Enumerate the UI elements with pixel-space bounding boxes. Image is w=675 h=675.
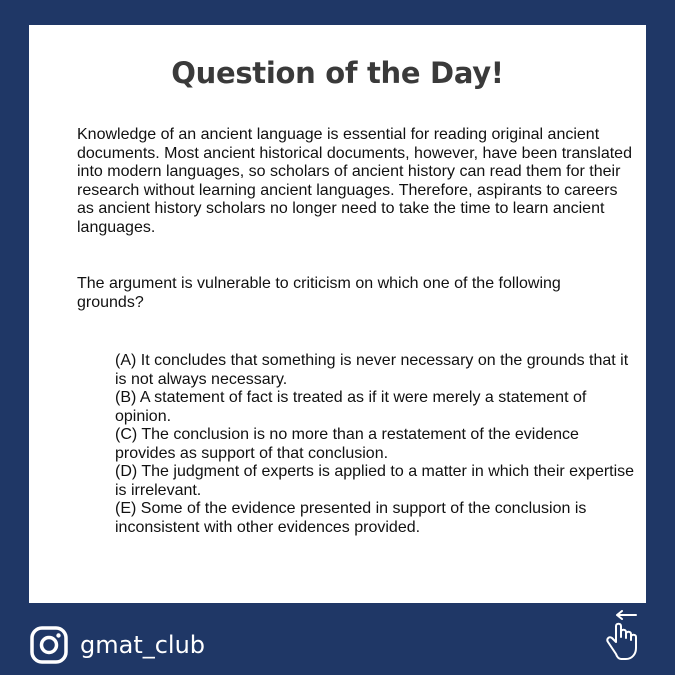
option-b[interactable]: (B) A statement of fact is treated as if it were merely a statement of opinion.	[115, 389, 587, 425]
option-a[interactable]: (A) It concludes that something is never necessary on the grounds that it is not always necessary.	[115, 352, 629, 388]
option-c[interactable]: (C) The conclusion is no more than a restatement of the evidence provides as support of that conclusion.	[115, 426, 579, 462]
swipe-hand-icon	[600, 610, 644, 662]
answer-options	[115, 352, 635, 537]
question-stem: The argument is vulnerable to criticism on which one of the following grounds?	[77, 275, 561, 311]
question-passage: Knowledge of an ancient language is essential for reading original ancient documents. Most ancient historical documents, however, have been translated into modern languages, so scholars of ancient history can read them for their research without learning ancient languages. Therefore, aspirants to careers as ancient history scholars no longer need to take the time to learn ancient languages.	[77, 126, 632, 236]
option-d[interactable]: (D) The judgment of experts is applied to a matter in which their expertise is irrelevant.	[115, 463, 635, 499]
page-title: Question of the Day!	[171, 56, 504, 90]
option-e[interactable]: (E) Some of the evidence presented in support of the conclusion is inconsistent with other evidences provided.	[115, 500, 587, 536]
instagram-icon[interactable]	[30, 626, 68, 664]
instagram-handle[interactable]: gmat_club	[80, 631, 206, 659]
